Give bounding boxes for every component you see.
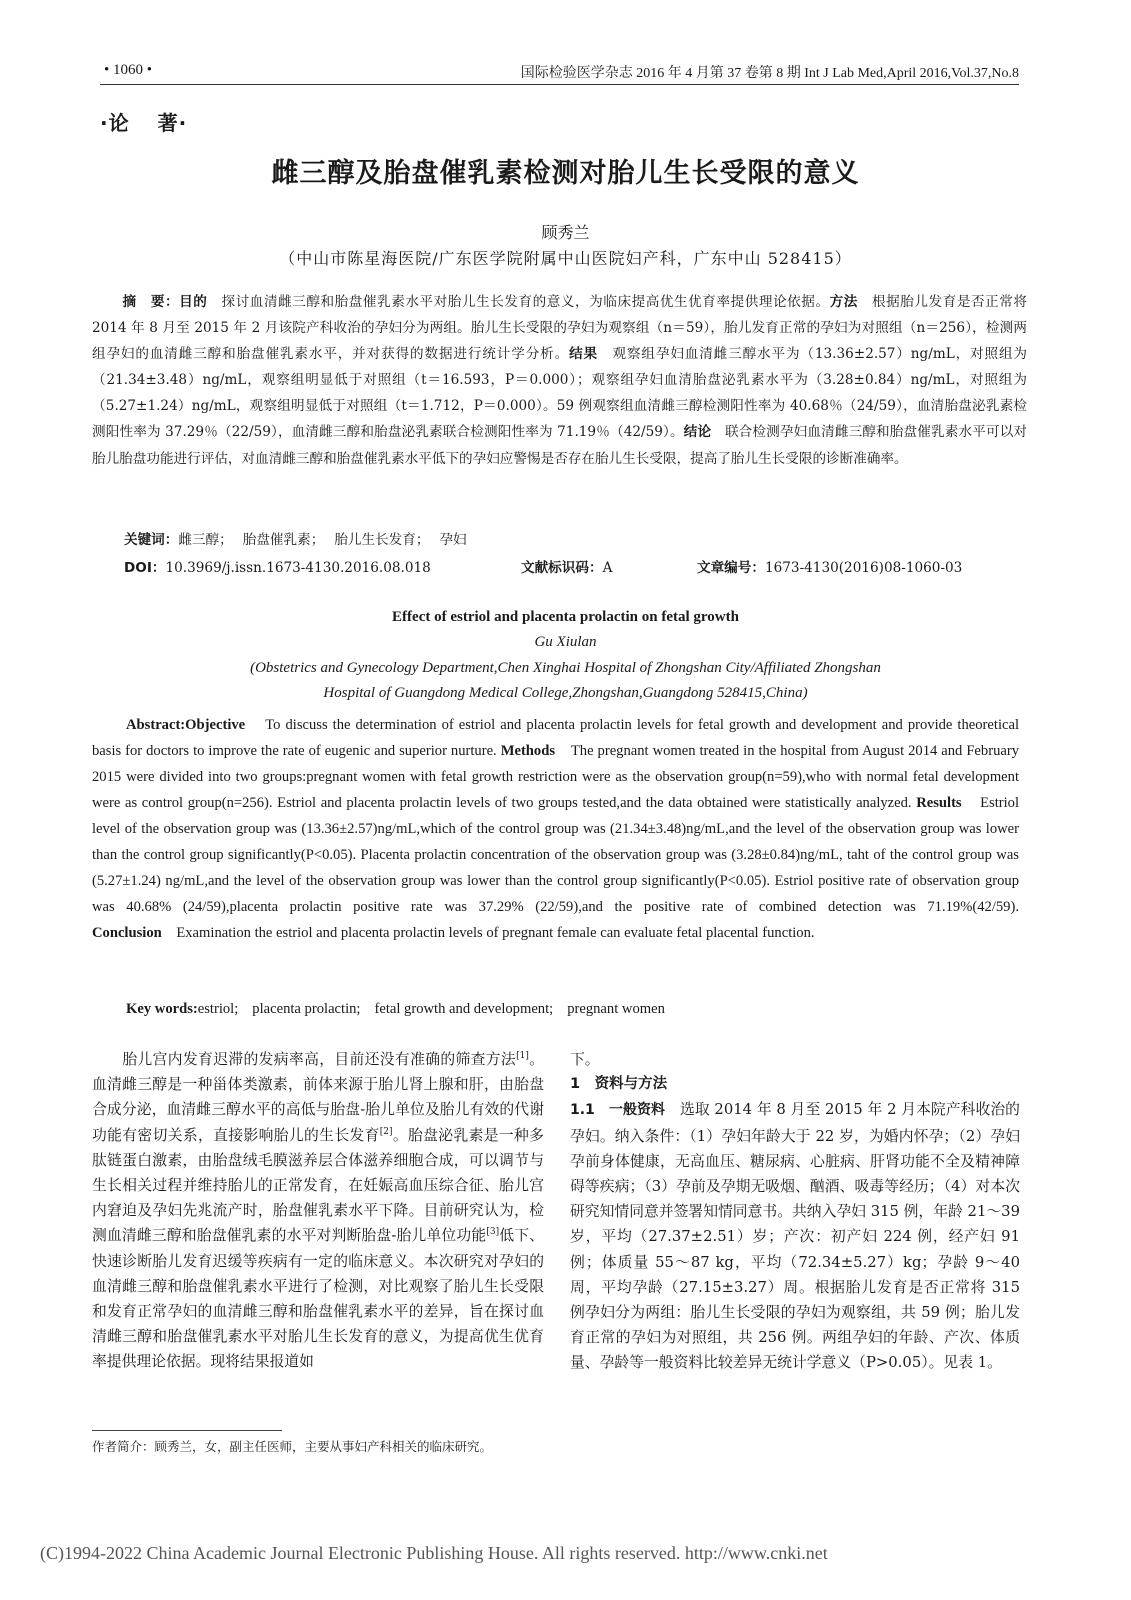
abstract-cn-methods: 根据胎儿发育是否正常将 2014 年 8 月至 2015 年 2 月该院产科收治的孕妇分为两组。胎儿生长受限的孕妇为观察组（n＝59），胎儿发育正常的孕妇为对照组（n＝256），检测两组孕妇的血清雌三醇和胎盘催乳素水平，并对获得的数据进行统计学分析。: [92, 294, 1027, 363]
author-cn: 顾秀兰: [541, 223, 590, 242]
abstract-en-label: Abstract:: [126, 717, 186, 733]
body-intro-text: 。血清雌三醇是一种甾体类激素，前体来源于胎儿肾上腺和肝，由胎盘合成分泌，血清雌三醇水平的高低与胎盘-胎儿单位及胎儿有效的代谢功能有密切关系，直接影响胎儿的生长发育: [92, 1051, 544, 1144]
article-title-en: Effect of estriol and placenta prolactin on fetal growth: [392, 609, 739, 625]
affiliation-cn: （中山市陈星海医院/广东医学院附属中山医院妇产科，广东中山 528415）: [279, 249, 852, 268]
keywords-en: [126, 1001, 679, 1018]
abstract-en-results-label: Results: [916, 795, 962, 811]
subsection-paragraph: [570, 1097, 1020, 1375]
article-number-label: 文章编号：: [697, 560, 765, 576]
document-code: [521, 556, 612, 576]
keyword-en: pregnant women: [567, 1001, 665, 1017]
section-heading: 1 资料与方法: [570, 1076, 668, 1093]
body-intro-text: 低下、快速诊断胎儿发育迟缓等疾病有一定的临床意义。本次研究对孕妇的血清雌三醇和胎盘催乳素水平进行了检测，对比观察了胎儿生长受限和发育正常孕妇的血清雌三醇和胎盘催乳素水平的差异，旨在探讨血清雌三醇和胎盘催乳素水平对胎儿生长发育的意义，为提高优生优育率提供理论依据。现将结果报道如: [92, 1227, 544, 1371]
abstract-cn-objective-label: 目的: [179, 294, 208, 310]
document-code-label: 文献标识码：: [521, 560, 603, 576]
affiliation-en-line2: Hospital of Guangdong Medical College,Zhongshan,Guangdong 528415,China): [323, 685, 808, 701]
page-number: • 1060 •: [104, 62, 153, 78]
body-column-left: [92, 1047, 544, 1375]
body-continuation: 下。: [570, 1051, 600, 1068]
section-label-a: ·论: [100, 111, 130, 135]
footnote-rule: [92, 1430, 282, 1431]
abstract-en: [92, 712, 1019, 946]
document-code-value: A: [602, 560, 613, 576]
doi-value: 10.3969/j.issn.1673-4130.2016.08.018: [165, 560, 431, 576]
article-number: [697, 556, 962, 576]
keyword-cn: 孕妇: [439, 532, 467, 548]
journal-header: 国际检验医学杂志 2016 年 4 月第 37 卷第 8 期 Int J Lab Med,April 2016,Vol.37,No.8: [520, 66, 1019, 81]
abstract-en-conclusion-label: Conclusion: [92, 925, 162, 941]
subsection-heading: 1.1 一般资料: [570, 1102, 666, 1119]
doi: [124, 556, 431, 576]
doi-label: DOI：: [124, 560, 166, 576]
abstract-en-methods: The pregnant women treated in the hospital from August 2014 and February 2015 were divided into two groups:pregnant women with fetal growth restriction were as the observation group(n=59),who with normal fetal development were as control group(n=256). Estriol and placenta prolactin levels of two groups tested,and the data obtained were statistically analyzed.: [92, 743, 1019, 811]
abstract-cn-results-label: 结果: [569, 346, 599, 363]
citation-ref: [1]: [516, 1051, 529, 1062]
section-label-b: 著·: [157, 111, 188, 135]
abstract-cn-results: 观察组孕妇血清雌三醇水平为（13.36±2.57）ng/mL，对照组为（21.34±3.48）ng/mL，观察组明显低于对照组（t＝16.593，P＝0.000）；观察组孕妇血清胎盘泌乳素水平为（3.28±0.84）ng/mL，对照组为（5.27±1.24）ng/mL，观察组明显低于对照组（t＝1.712，P＝0.000）。59 例观察组血清雌三醇检测阳性率为 40.68％（24/59），血清胎盘泌乳素检测阳性率为 37.29％（22/59），血清雌三醇和胎盘泌乳素联合检测阳性率为 71.19％（42/59）。: [92, 346, 1028, 441]
abstract-cn-conclusion: 联合检测孕妇血清雌三醇和胎盘催乳素水平可以对胎儿胎盘功能进行评估，对血清雌三醇和胎盘催乳素水平低下的孕妇应警惕是否存在胎儿生长受限，提高了胎儿生长受限的诊断准确率。: [92, 424, 1028, 467]
keyword-en: estriol;: [197, 1001, 239, 1017]
author-en: Gu Xiulan: [534, 634, 597, 650]
abstract-en-results: Estriol level of the observation group was (13.36±2.57)ng/mL,which of the control group was (21.34±3.48)ng/mL,and the level of the observation group was lower than the control group significantly(P<0.05). Placenta prolactin concentration of the observation group was (3.28±0.84)ng/mL, taht of the control group was (5.27±1.24) ng/mL,and the level of the observation group was lower than the control group significantly(P<0.05). Estriol positive rate of observation group was 40.68% (24/59),placenta prolactin positive rate was 37.29% (22/59),and the positive rate of combined detection was 71.19%(42/59).: [92, 795, 1020, 915]
affiliation-en-line1: (Obstetrics and Gynecology Department,Chen Xinghai Hospital of Zhongshan City/Affiliated Zhongshan: [250, 660, 881, 676]
author-footnote: 作者简介：顾秀兰，女，副主任医师，主要从事妇产科相关的临床研究。: [92, 1439, 493, 1454]
keyword-en: fetal growth and development;: [374, 1001, 554, 1017]
article-title-cn: 雌三醇及胎盘催乳素检测对胎儿生长受限的意义: [271, 158, 860, 189]
copyright-watermark: (C)1994-2022 China Academic Journal Electronic Publishing House. All rights reserved. http://www.cnki.net: [40, 1543, 828, 1563]
abstract-en-objective-label: Objective: [185, 717, 246, 733]
keyword-en: placenta prolactin;: [252, 1001, 361, 1017]
abstract-en-methods-label: Methods: [500, 743, 556, 759]
body-intro-text: 胎儿宫内发育迟滞的发病率高，目前还没有准确的筛查方法: [122, 1051, 517, 1068]
subsection-text: 选取 2014 年 8 月至 2015 年 2 月本院产科收治的孕妇。纳入条件：（1）孕妇年龄大于 22 岁，为婚内怀孕；（2）孕妇孕前身体健康，无高血压、糖尿病、心脏病、肝肾功能不全及精神障碍等疾病；（3）孕前及孕期无吸烟、酗酒、吸毒等经历；（4）对本次研究知情同意并签署知情同意书。共纳入孕妇 315 例，年龄 21～39 岁，平均（27.37±2.51）岁；产次：初产妇 224 例，经产妇 91 例；体质量 55～87 kg，平均（72.34±5.27）kg；孕龄 9～40 周，平均孕龄（27.15±3.27）周。根据胎儿发育是否正常将 315 例孕妇分为两组：胎儿生长受限的孕妇为观察组，共 59 例；胎儿发育正常的孕妇为对照组，共 256 例。两组孕妇的年龄、产次、体质量、孕龄等一般资料比较差异无统计学意义（P>0.05）。见表 1。: [570, 1101, 1020, 1372]
keyword-cn: 胎盘催乳素；: [242, 532, 325, 548]
header-rule: [100, 84, 1019, 85]
keyword-cn: 胎儿生长发育；: [334, 532, 430, 548]
keywords-cn-label: 关键词：: [124, 532, 179, 548]
body-column-right: [570, 1047, 1020, 1376]
abstract-en-conclusion: Examination the estriol and placenta prolactin levels of pregnant female can evaluate fetal placental function.: [176, 925, 815, 941]
article-number-value: 1673-4130(2016)08-1060-03: [764, 560, 963, 576]
citation-ref: [2]: [379, 1126, 393, 1137]
abstract-cn-objective: 探讨血清雌三醇和胎盘催乳素水平对胎儿生长发育的意义，为临床提高优生优育率提供理论依据。: [221, 294, 830, 310]
body-intro-text: 。胎盘泌乳素是一种多肽链蛋白激素，由胎盘绒毛膜滋养层合体滋养细胞合成，可以调节与生长相关过程并维持胎儿的正常发育，在妊娠高血压综合征、胎儿宫内窘迫及孕妇先兆流产时，胎盘催乳素水平下降。目前研究认为，检测血清雌三醇和胎盘催乳素的水平对判断胎盘-胎儿单位功能: [92, 1126, 544, 1245]
section-label: [100, 107, 187, 136]
abstract-en-objective: To discuss the determination of estriol and placenta prolactin levels for fetal growth and development and provide theoretical basis for doctors to improve the rate of eugenic and superior nurture.: [92, 717, 1020, 759]
keywords-en-label: Key words:: [126, 1001, 198, 1017]
abstract-cn-conclusion-label: 结论: [683, 424, 712, 441]
keywords-cn: [124, 528, 477, 548]
citation-ref: [3]: [486, 1227, 500, 1238]
abstract-cn-methods-label: 方法: [829, 294, 858, 310]
abstract-cn-label: 摘 要：: [122, 294, 180, 310]
keyword-cn: 雌三醇；: [178, 532, 233, 548]
abstract-cn: [92, 289, 1027, 472]
